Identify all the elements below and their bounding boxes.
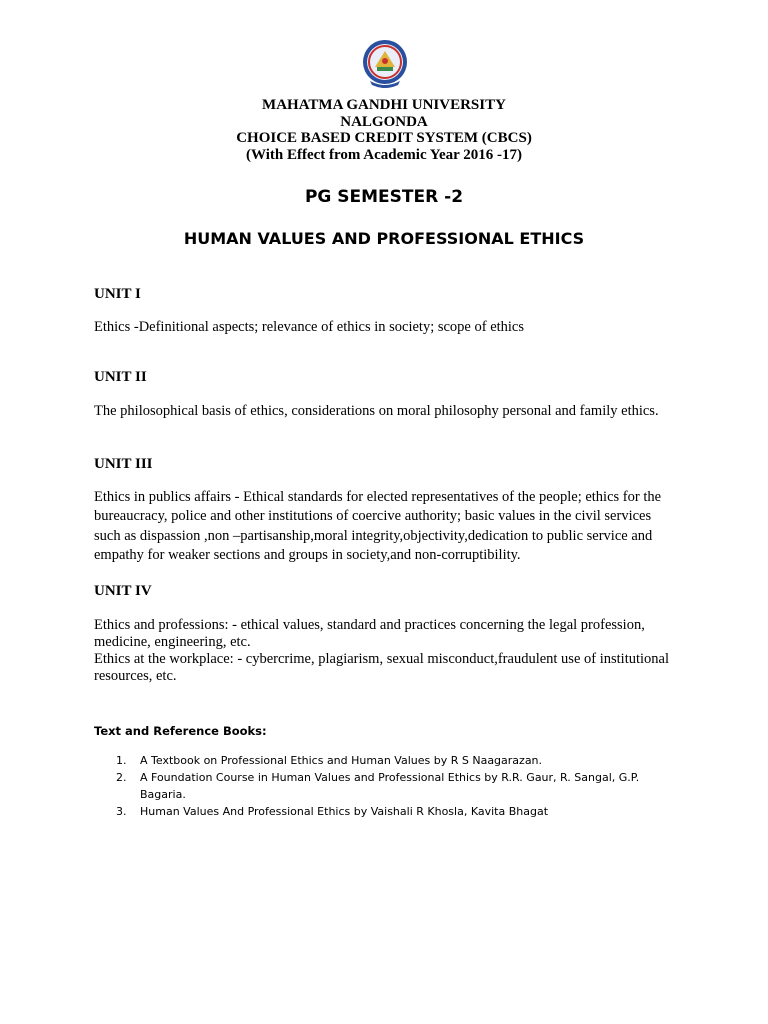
unit-3-line: such as dispassion ,non –partisanship,moral integrity,objectivity,dedication to public service and [94, 527, 653, 544]
unit-2-text [94, 402, 714, 421]
unit-4-line: Ethics at the workplace: - cybercrime, plagiarism, sexual misconduct,fraudulent use of institutional [94, 651, 669, 667]
reference-list [94, 752, 694, 820]
reference-number: 2. [116, 771, 127, 784]
reference-item [94, 769, 694, 803]
references-heading: Text and Reference Books: [94, 724, 267, 738]
course-title: HUMAN VALUES AND PROFESSIONAL ETHICS [183, 229, 585, 248]
institution-header [0, 97, 768, 163]
unit-4-text [94, 617, 714, 685]
unit-3-heading: UNIT III [94, 456, 153, 472]
unit-3-line: Ethics in publics affairs - Ethical standards for elected representatives of the people; ethics for the [94, 489, 662, 505]
reference-item [94, 803, 694, 820]
reference-number: 1. [116, 754, 127, 767]
university-city: NALGONDA [340, 113, 428, 130]
unit-4-line: medicine, engineering, etc. [94, 634, 251, 650]
reference-text: A Foundation Course in Human Values and Professional Ethics by R.R. Gaur, R. Sangal, G.P. [140, 771, 640, 784]
unit-2-heading: UNIT II [94, 369, 147, 385]
reference-text: Bagaria. [140, 788, 186, 801]
reference-number: 3. [116, 805, 127, 818]
semester-title: PG SEMESTER -2 [304, 187, 464, 207]
unit-3-line: bureaucracy, police and other institutions of coercive authority; basic values in the civil services [94, 508, 652, 525]
unit-1-text [94, 318, 714, 337]
unit-1-heading: UNIT I [94, 286, 141, 302]
reference-text: A Textbook on Professional Ethics and Human Values by R S Naagarazan. [140, 754, 543, 767]
unit-3-line: empathy for weaker sections and groups in society,and non-corruptibility. [94, 546, 521, 563]
unit-1-line: Ethics -Definitional aspects; relevance of ethics in society; scope of ethics [94, 319, 525, 335]
university-name: MAHATMA GANDHI UNIVERSITY [262, 97, 506, 113]
unit-3-text [94, 488, 714, 565]
credit-system: CHOICE BASED CREDIT SYSTEM (CBCS) [236, 130, 532, 146]
effective-year: (With Effect from Academic Year 2016 -17) [245, 146, 523, 163]
reference-text: Human Values And Professional Ethics by Vaishali R Khosla, Kavita Bhagat [140, 805, 549, 818]
unit-4-line: Ethics and professions: - ethical values, standard and practices concerning the legal profession, [94, 617, 645, 633]
unit-4-heading: UNIT IV [94, 583, 152, 599]
unit-4-line: resources, etc. [94, 668, 177, 684]
unit-2-line: The philosophical basis of ethics, considerations on moral philosophy personal and family ethics. [94, 403, 659, 419]
reference-item [94, 752, 694, 769]
university-emblem-icon [362, 37, 408, 89]
